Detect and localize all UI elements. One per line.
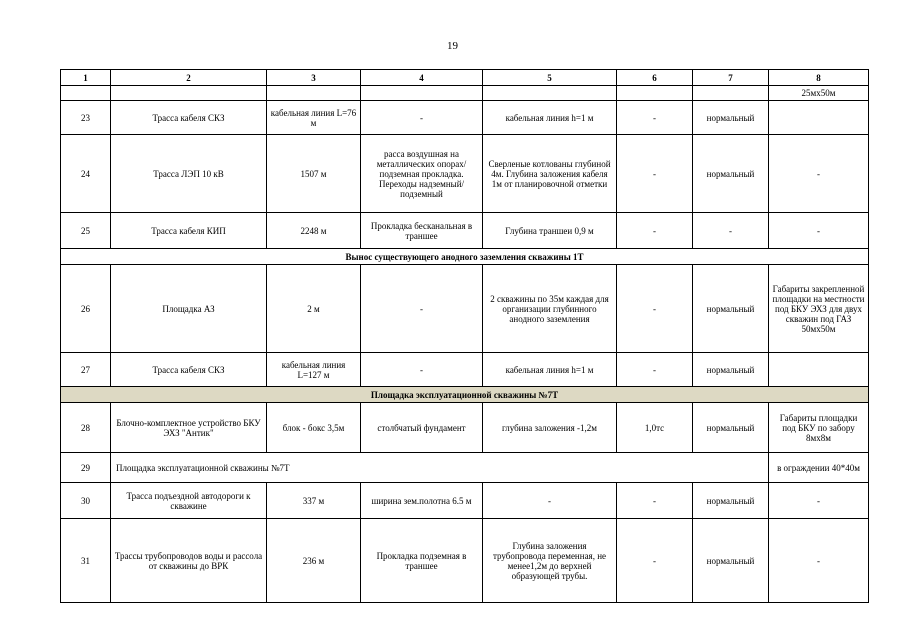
table-row [61, 353, 869, 387]
table-cell: нормальный [693, 483, 769, 519]
table-cell: 1,0тс [617, 403, 693, 453]
table-row [61, 519, 869, 603]
table-cell: в ограждении 40*40м [769, 453, 869, 483]
row-number: 28 [61, 403, 111, 453]
table-cell: расса воздушная на металлических опорах/подземная прокладка. Переходы надземный/подземный [361, 135, 483, 213]
row-number: 23 [61, 101, 111, 135]
row-number: 29 [61, 453, 111, 483]
header-cell: 3 [267, 70, 361, 86]
table-cell [483, 86, 617, 101]
table-cell: 1507 м [267, 135, 361, 213]
table-cell [617, 86, 693, 101]
table-cell: Сверленые котлованы глубиной 4м. Глубина заложения кабеля 1м от планировочной отметки [483, 135, 617, 213]
row-number: 30 [61, 483, 111, 519]
table-cell: Площадка АЗ [111, 265, 267, 353]
table-cell: кабельная линия L=76 м [267, 101, 361, 135]
row-number: 27 [61, 353, 111, 387]
header-cell: 7 [693, 70, 769, 86]
table-cell: нормальный [693, 519, 769, 603]
table-cell: - [617, 135, 693, 213]
table-row [61, 135, 869, 213]
table-cell: кабельная линия L=127 м [267, 353, 361, 387]
table-cell: - [361, 353, 483, 387]
table-cell: - [361, 265, 483, 353]
table-cell: Трасса подъездной автодороги к скважине [111, 483, 267, 519]
table-cell: - [769, 135, 869, 213]
table-cell: - [617, 483, 693, 519]
table-cell: ширина зем.полотна 6.5 м [361, 483, 483, 519]
section-row [61, 387, 869, 403]
table-row [61, 483, 869, 519]
table-cell: - [617, 265, 693, 353]
table-cell: 2 скважины по 35м каждая для организации глубинного анодного заземления [483, 265, 617, 353]
header-cell: 2 [111, 70, 267, 86]
row-number: 25 [61, 213, 111, 249]
table-cell: Трассы трубопроводов воды и рассола от скважины до ВРК [111, 519, 267, 603]
table-cell: - [769, 213, 869, 249]
header-cell: 6 [617, 70, 693, 86]
section-row [61, 249, 869, 265]
table-cell: Прокладка подземная в траншее [361, 519, 483, 603]
table-cell: - [769, 483, 869, 519]
table-cell: глубина заложения -1,2м [483, 403, 617, 453]
header-cell: 5 [483, 70, 617, 86]
table-cell: - [483, 483, 617, 519]
table-cell: 337 м [267, 483, 361, 519]
table-cell: - [617, 519, 693, 603]
table-cell [361, 86, 483, 101]
header-row [61, 70, 869, 86]
table-cell: Площадка эксплуатационной скважины №7Т [111, 453, 769, 483]
table-row [61, 403, 869, 453]
table-cell: Трасса ЛЭП 10 кВ [111, 135, 267, 213]
table-cell: кабельная линия h=1 м [483, 353, 617, 387]
table-cell: нормальный [693, 265, 769, 353]
table-cell: Глубина заложения трубопровода переменная, не менее1,2м до верхней образующей трубы. [483, 519, 617, 603]
table-cell: Трасса кабеля КИП [111, 213, 267, 249]
table-cell: 25мх50м [769, 86, 869, 101]
page-number: 19 [447, 40, 458, 52]
table-cell: кабельная линия h=1 м [483, 101, 617, 135]
table-cell: - [617, 353, 693, 387]
requirements-table [60, 69, 869, 603]
table-cell: Трасса кабеля СКЗ [111, 101, 267, 135]
table-cell: Габариты закрепленной площадки на местности под БКУ ЭХЗ для двух скважин под ГАЗ 50мх50м [769, 265, 869, 353]
table-row [61, 86, 869, 101]
table-cell: 2248 м [267, 213, 361, 249]
table-row [61, 453, 869, 483]
table-cell [111, 86, 267, 101]
table-cell: нормальный [693, 353, 769, 387]
table-cell: Глубина траншеи 0,9 м [483, 213, 617, 249]
section-title: Площадка эксплуатационной скважины №7Т [61, 387, 869, 403]
table-cell: нормальный [693, 135, 769, 213]
table-cell: Трасса кабеля СКЗ [111, 353, 267, 387]
header-cell: 8 [769, 70, 869, 86]
table-cell: 236 м [267, 519, 361, 603]
table-cell: 2 м [267, 265, 361, 353]
table-cell [769, 353, 869, 387]
table-row [61, 213, 869, 249]
table-cell: - [617, 101, 693, 135]
table-cell [61, 86, 111, 101]
table-cell: Прокладка бесканальная в траншее [361, 213, 483, 249]
table-cell [267, 86, 361, 101]
table-cell: нормальный [693, 101, 769, 135]
table-cell: - [361, 101, 483, 135]
row-number: 26 [61, 265, 111, 353]
table-cell: нормальный [693, 403, 769, 453]
section-title: Вынос существующего анодного заземления скважины 1Т [61, 249, 869, 265]
table-cell: - [769, 519, 869, 603]
table-cell: Габариты площадки под БКУ по забору 8мх8м [769, 403, 869, 453]
table-cell [693, 86, 769, 101]
table-cell: столбчатый фундамент [361, 403, 483, 453]
table-cell [769, 101, 869, 135]
header-cell: 4 [361, 70, 483, 86]
table-row [61, 265, 869, 353]
table-cell: блок - бокс 3,5м [267, 403, 361, 453]
row-number: 31 [61, 519, 111, 603]
table-cell: - [617, 213, 693, 249]
table-cell: Блочно-комплектное устройство БКУ ЭХЗ "Антик" [111, 403, 267, 453]
table-cell: - [693, 213, 769, 249]
row-number: 24 [61, 135, 111, 213]
table-row [61, 101, 869, 135]
header-cell: 1 [61, 70, 111, 86]
